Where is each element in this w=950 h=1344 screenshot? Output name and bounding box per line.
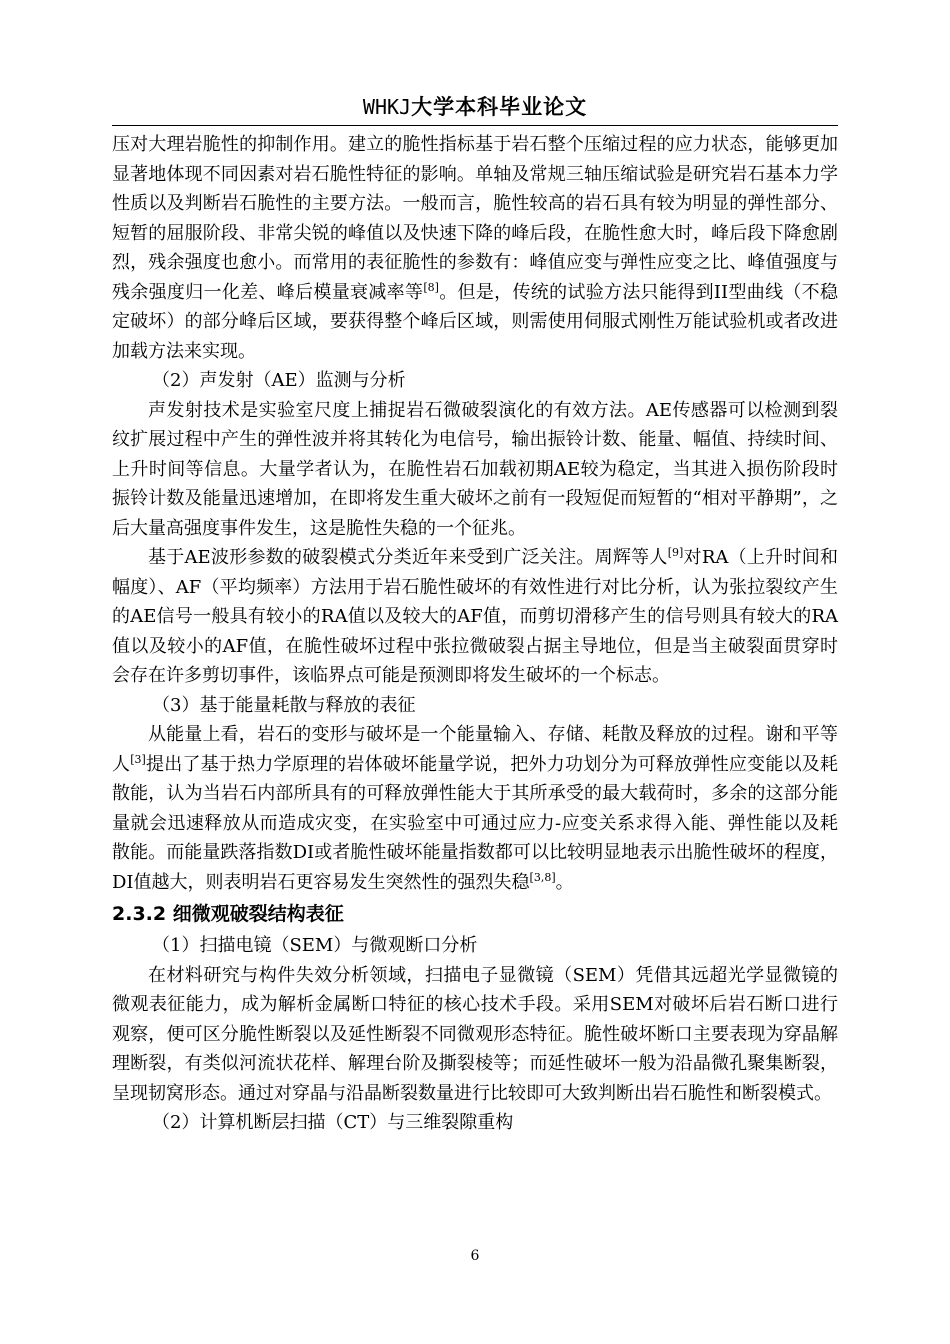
header-title: 大学本科毕业论文: [411, 95, 588, 119]
subheading-ct: （2）计算机断层扫描（CT）与三维裂隙重构: [152, 1112, 514, 1133]
page-number: 6: [470, 1248, 480, 1264]
header-rule: [112, 125, 838, 126]
subheading-energy: （3）基于能量耗散与释放的表征: [152, 694, 416, 716]
citation: [3]: [130, 752, 146, 766]
section-heading: 2.3.2 细微观破裂结构表征: [112, 903, 344, 925]
citation: [3,8]: [529, 870, 556, 884]
paragraph: 声发射技术是实验室尺度上捕捉岩石微破裂演化的有效方法。AE传感器可以检测到裂纹扩展过程中产生的弹性波并将其转化为电信号，输出振铃计数、能量、幅值、持续时间、上升时间等信息。大量学者认为，在脆性岩石加载初期AE较为稳定，当其进入损伤阶段时振铃计数及能量迅速增加，在即将发生重大破坏之前有一段短促而短暂的“相对平静期”，之后大量高强度事件发生，这是脆性失稳的一个征兆。: [112, 399, 838, 539]
subheading-ae: （2）声发射（AE）监测与分析: [152, 370, 406, 391]
paragraph: 压对大理岩脆性的抑制作用。建立的脆性指标基于岩石整个压缩过程的应力状态，能够更加显著地体现不同因素对岩石脆性特征的影响。单轴及常规三轴压缩试验是研究岩石基本力学性质以及判断岩石脆性的主要方法。一般而言，脆性较高的岩石具有较为明显的弹性部分、短暂的屈服阶段、非常尖锐的峰值以及快速下降的峰后段，在脆性愈大时，峰后段下降愈剧烈，残余强度也愈小。而常用的表征脆性的参数有：峰值应变与弹性应变之比、峰值强度与残余强度归一化差、峰后模量衰减率等[8]。但是，传统的试验方法只能得到II型曲线（不稳定破坏）的部分峰后区域，要获得整个峰后区域，则需使用伺服式刚性万能试验机或者改进加载方法来实现。: [112, 134, 838, 362]
citation: [9]: [667, 546, 684, 559]
paragraph: 在材料研究与构件失效分析领域，扫描电子显微镜（SEM）凭借其远超光学显微镜的微观表征能力，成为解析金属断口特征的核心技术手段。采用SEM对破坏后岩石断口进行观察，便可区分脆性断裂以及延性断裂不同微观形态特征。脆性破坏断口主要表现为穿晶解理断裂，有类似河流状花样、解理台阶及撕裂棱等；而延性破坏一般为沿晶微孔聚集断裂，呈现韧窝形态。通过对穿晶与沿晶断裂数量进行比较即可大致判断出岩石脆性和断裂模式。: [112, 964, 838, 1104]
citation: [8]: [423, 280, 439, 294]
running-header: [112, 93, 838, 121]
paragraph: 基于AE波形参数的破裂模式分类近年来受到广泛关注。周辉等人[9]对RA（上升时间和幅度）、AF（平均频率）方法用于岩石脆性破坏的有效性进行对比分析，认为张拉裂纹产生的AE信号一般具有较小的RA值以及较大的AF值，而剪切滑移产生的信号则具有较大的RA值以及较小的AF值，在脆性破坏过程中张拉微破裂占据主导地位，但是当主破裂面贯穿时会存在许多剪切事件，该临界点可能是预测即将发生破坏的一个标志。: [112, 546, 838, 686]
paragraph: 从能量上看，岩石的变形与破坏是一个能量输入、存储、耗散及释放的过程。谢和平等人[3]提出了基于热力学原理的岩体破坏能量学说，把外力功划分为可释放弹性应变能以及耗散能，认为当岩石内部所具有的可释放弹性能大于其所承受的最大载荷时，多余的这部分能量就会迅速释放从而造成灾变，在实验室中可通过应力-应变关系求得入能、弹性能以及耗散能。而能量跌落指数DI或者脆性破坏能量指数都可以比较明显地表示出脆性破坏的程度，DI值越大，则表明岩石更容易发生突然性的强烈失稳[3,8]。: [112, 724, 838, 893]
header-latin: WHKJ: [362, 95, 412, 119]
subheading-sem: （1）扫描电镜（SEM）与微观断口分析: [152, 935, 478, 956]
body-text: [112, 130, 838, 1138]
